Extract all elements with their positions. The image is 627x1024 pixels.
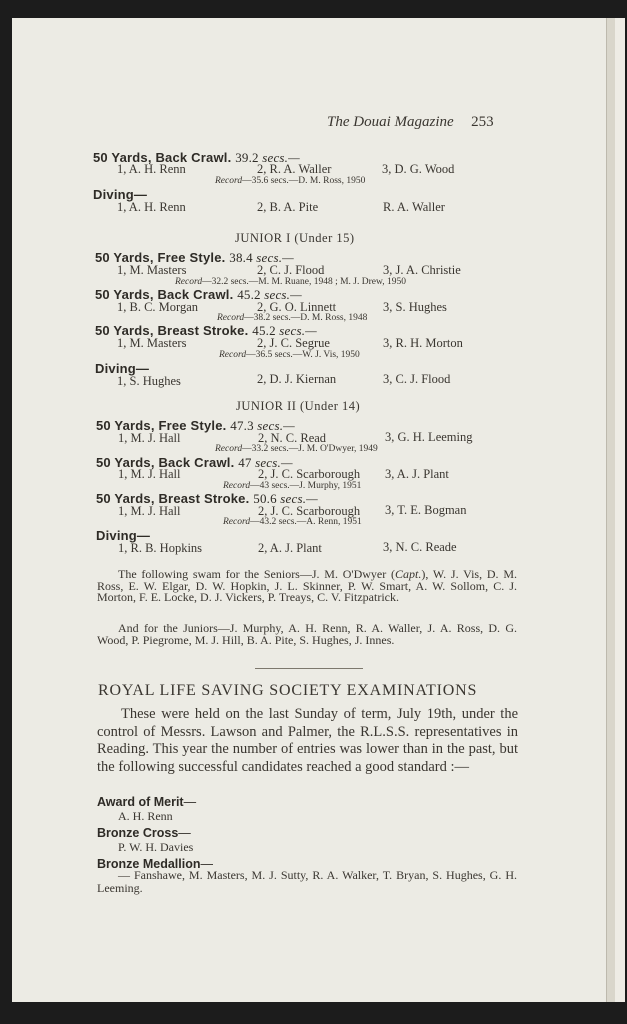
record-line: Record—36.5 secs.—W. J. Vis, 1950 <box>219 350 360 360</box>
juniors-team-paragraph: And for the Juniors—J. Murphy, A. H. Renn, R. A. Waller, J. A. Ross, D. G. Wood, P. Piegrome, M. J. Hill, B. A. Pite, S. Hughes, J. Innes. <box>97 621 517 647</box>
event-title: Diving— <box>96 528 151 543</box>
event-title: 50 Yards, Back Crawl. 45.2 secs.— <box>95 287 302 302</box>
place-2: 2, D. J. Kiernan <box>257 372 337 386</box>
place-3: 3, J. A. Christie <box>383 263 461 277</box>
section-heading-junior2: JUNIOR II (Under 14) <box>236 399 361 413</box>
place-1: 1, R. B. Hopkins <box>118 541 203 555</box>
place-2: 2, R. A. Waller <box>257 162 332 176</box>
record-line: Record—38.2 secs.—D. M. Ross, 1948 <box>217 313 368 323</box>
place-3: R. A. Waller <box>383 200 445 214</box>
section-divider <box>255 668 363 669</box>
award-label: Award of Merit— <box>97 795 197 809</box>
place-1: 1, B. C. Morgan <box>117 300 199 314</box>
place-2: 2, A. J. Plant <box>258 541 322 555</box>
rlss-heading: ROYAL LIFE SAVING SOCIETY EXAMINATIONS <box>98 682 478 699</box>
place-2: 2, B. A. Pite <box>257 200 319 214</box>
record-line: Record—43.2 secs.—A. Renn, 1951 <box>223 517 362 527</box>
place-3: 3, D. G. Wood <box>382 162 455 176</box>
award-label: Bronze Medallion— <box>97 857 213 871</box>
page-number: 253 <box>471 114 494 130</box>
place-1: 1, M. J. Hall <box>118 467 181 481</box>
event-title: 50 Yards, Back Crawl. 47 secs.— <box>96 455 293 470</box>
rlss-body: These were held on the last Sunday of term, July 19th, under the control of Messrs. Lawson and Palmer, the R.L.S.S. representatives in Reading. This year the number of entries was lower than in the past, but the following successful candidates reached a good standard :— <box>97 706 518 775</box>
place-1: 1, A. H. Renn <box>117 162 186 176</box>
event-title: Diving— <box>95 361 150 376</box>
award-names: — Fanshawe, M. Masters, M. J. Sutty, R. A. Walker, T. Bryan, S. Hughes, G. H. Leeming. <box>97 868 517 895</box>
record-line: Record—43 secs.—J. Murphy, 1951 <box>223 481 362 491</box>
place-2: 2, J. C. Segrue <box>257 336 330 350</box>
section-heading-junior1: JUNIOR I (Under 15) <box>235 231 355 245</box>
place-2: 2, C. J. Flood <box>257 263 325 277</box>
place-3: 3, G. H. Leeming <box>385 430 473 444</box>
record-line: Record—32.2 secs.—M. M. Ruane, 1948 ; M. J. Drew, 1950 <box>175 277 406 287</box>
event-title: 50 Yards, Breast Stroke. 45.2 secs.— <box>95 323 317 338</box>
record-line: Record—35.6 secs.—D. M. Ross, 1950 <box>215 176 366 186</box>
place-3: 3, A. J. Plant <box>385 467 449 481</box>
award-names: A. H. Renn <box>118 809 173 823</box>
place-3: 3, S. Hughes <box>383 300 447 314</box>
event-title: 50 Yards, Back Crawl. 39.2 secs.— <box>93 150 300 165</box>
magazine-title: The Douai Magazine <box>327 114 454 130</box>
place-1: 1, M. J. Hall <box>118 504 181 518</box>
seniors-team-paragraph: The following swam for the Seniors—J. M. O'Dwyer (Capt.), W. J. Vis, D. M. Ross, E. W. Elgar, D. W. Hopkin, J. L. Skinner, P. W. Smart, A. W. Sollom, C. J. Morton, F. E. Locke, D. J. Vickers, P. Treays, C. V. Fitzpatrick. <box>97 567 517 604</box>
event-title: 50 Yards, Breast Stroke. 50.6 secs.— <box>96 491 318 506</box>
place-1: 1, M. Masters <box>117 263 187 277</box>
event-title: 50 Yards, Free Style. 47.3 secs.— <box>96 418 295 433</box>
place-3: 3, T. E. Bogman <box>385 503 467 517</box>
place-2: 2, N. C. Read <box>258 431 327 445</box>
award-label: Bronze Cross— <box>97 826 191 840</box>
place-1: 1, S. Hughes <box>117 374 181 388</box>
place-1: 1, M. J. Hall <box>118 431 181 445</box>
page-header <box>327 114 494 131</box>
place-1: 1, A. H. Renn <box>117 200 186 214</box>
place-2: 2, J. C. Scarborough <box>258 504 361 518</box>
award-names: P. W. H. Davies <box>118 840 194 854</box>
place-3: 3, C. J. Flood <box>383 372 451 386</box>
place-1: 1, M. Masters <box>117 336 187 350</box>
event-title: Diving— <box>93 187 148 202</box>
place-3: 3, R. H. Morton <box>383 336 463 350</box>
place-2: 2, J. C. Scarborough <box>258 467 361 481</box>
place-3: 3, N. C. Reade <box>383 540 457 554</box>
place-2: 2, G. O. Linnett <box>257 300 337 314</box>
page-edge-outer <box>615 18 625 1002</box>
event-title: 50 Yards, Free Style. 38.4 secs.— <box>95 250 294 265</box>
record-line: Record—33.2 secs.—J. M. O'Dwyer, 1949 <box>215 444 378 454</box>
